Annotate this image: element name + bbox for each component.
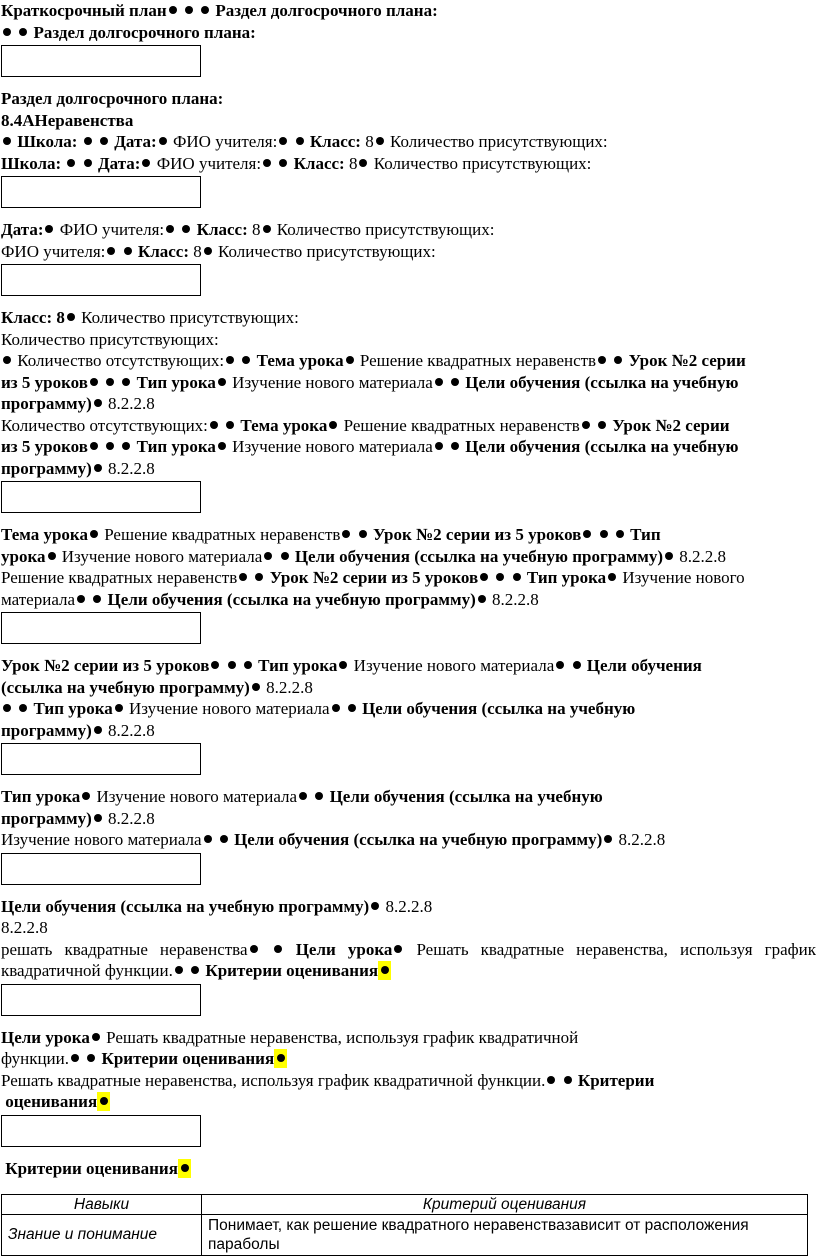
- line-lesson-type: [1, 546, 816, 568]
- text: 8.4АНеравенства: [1, 110, 134, 130]
- bullet-icon: [435, 378, 443, 386]
- text: Изучение нового материала: [96, 787, 298, 806]
- bullet-icon: [239, 573, 247, 581]
- bullet-icon: [381, 966, 389, 974]
- text: программу): [1, 808, 92, 828]
- text: 8: [348, 153, 358, 173]
- text: Решение квадратных неравенств: [359, 351, 597, 370]
- line-program: [1, 720, 816, 742]
- bullet-icon: [573, 661, 581, 669]
- bullet-icon: [204, 247, 212, 255]
- text: Урок №2 серии: [612, 415, 730, 435]
- text: ФИО учителя:: [59, 220, 165, 239]
- criterion-cell: Понимает, как решение квадратного неравенствазависит от расположения параболы: [202, 1215, 808, 1256]
- line-date: [1, 219, 816, 241]
- bullet-icon: [583, 530, 591, 538]
- bullet-icon: [201, 6, 209, 14]
- text: Цели обучения (ссылка на учебную программу): [294, 546, 664, 566]
- text: Изучение нового: [622, 568, 745, 587]
- text: Тип урока: [526, 568, 607, 587]
- line-lesson-type: [1, 698, 816, 720]
- bullet-icon: [598, 356, 606, 364]
- bullet-icon: [48, 552, 56, 560]
- text: ФИО учителя:: [156, 153, 262, 173]
- bullet-icon: [67, 313, 75, 321]
- bullet-icon: [94, 726, 102, 734]
- line-topic: [1, 567, 816, 589]
- text: Критерии оценивания: [205, 961, 379, 980]
- text: 8: [193, 241, 202, 261]
- text: 8.2.2.8: [679, 546, 727, 566]
- bullet-icon: [329, 421, 337, 429]
- text: 8.2.2.8: [385, 896, 433, 916]
- text: Изучение нового материала: [129, 699, 330, 718]
- line-objectives: [1, 896, 816, 918]
- line-lesson-series: [1, 436, 816, 458]
- skill-cell: Знание и понимание: [2, 1215, 202, 1256]
- bullet-icon: [84, 159, 92, 167]
- text: Тип урока: [258, 656, 338, 675]
- text: 8.2.2.8: [108, 458, 155, 478]
- text: 8.2.2.8: [108, 808, 155, 828]
- text: Урок №2 серии из 5 уроков: [1, 656, 210, 675]
- bullet-icon: [242, 356, 250, 364]
- line-material: [1, 829, 816, 851]
- text: Цели обучения (ссылка на учебную программу): [234, 830, 603, 849]
- bullet-icon: [218, 378, 226, 386]
- text: Изучение нового материала: [232, 437, 433, 456]
- line-program: [1, 393, 816, 415]
- text: Раздел долгосрочного плана:: [1, 89, 224, 108]
- text: Класс: 8: [1, 308, 65, 327]
- bullet-icon: [346, 356, 354, 364]
- column-header-skills: Навыки: [2, 1195, 202, 1215]
- bullet-icon: [451, 442, 459, 450]
- line-program: [1, 458, 816, 480]
- criteria-table: [1, 1194, 808, 1256]
- text: Класс:: [137, 241, 190, 261]
- text: Критерии оценивания: [101, 1049, 275, 1068]
- bullet-icon: [478, 595, 486, 603]
- text: Тип урока: [33, 699, 113, 718]
- line-absent: [1, 415, 816, 437]
- bullet-icon: [608, 573, 616, 581]
- bullet-icon: [315, 792, 323, 800]
- text: (ссылка на учебную программу): [1, 677, 250, 697]
- frame-box: [1, 853, 201, 885]
- text: Цели обучения (ссылка на учебную: [329, 787, 603, 806]
- text: Решение квадратных неравенств: [104, 525, 341, 544]
- bullet-icon: [598, 421, 606, 429]
- bullet-icon: [87, 1054, 95, 1062]
- line-present: [1, 329, 816, 351]
- bullet-icon: [600, 530, 608, 538]
- highlight-mark: [178, 1159, 191, 1178]
- text: Класс:: [293, 153, 345, 173]
- text: Количество присутствующих:: [81, 308, 299, 327]
- bullet-icon: [279, 137, 287, 145]
- bullet-icon: [211, 661, 219, 669]
- line-section: [1, 88, 816, 110]
- bullet-icon: [371, 902, 379, 910]
- bullet-icon: [348, 704, 356, 712]
- bullet-icon: [19, 704, 27, 712]
- table-header-row: [2, 1195, 808, 1215]
- bullet-icon: [496, 573, 504, 581]
- text: Цели урока: [295, 939, 393, 959]
- text: квадратичной функции.: [1, 961, 173, 980]
- bullet-icon: [332, 704, 340, 712]
- line-lesson-series: [1, 655, 816, 677]
- text: Урок №2 серии из 5 уроков: [269, 568, 479, 587]
- text: решать квадратные неравенства: [1, 939, 248, 959]
- line-lesson-goals: [1, 1027, 816, 1049]
- bullet-icon: [94, 814, 102, 822]
- bullet-icon: [90, 442, 98, 450]
- bullet-icon: [226, 356, 234, 364]
- text: ФИО учителя:: [172, 132, 278, 151]
- text: 8.2.2.8: [618, 830, 666, 849]
- text: программу): [1, 720, 92, 740]
- bullet-icon: [92, 1033, 100, 1041]
- bullet-icon: [100, 137, 108, 145]
- text: Урок №2 серии: [628, 351, 746, 370]
- frame-box: [1, 612, 201, 644]
- line-solve: [1, 939, 816, 961]
- bullet-icon: [90, 530, 98, 538]
- bullet-icon: [359, 159, 367, 167]
- bullet-icon: [263, 159, 271, 167]
- text: урока: [1, 546, 46, 566]
- bullet-icon: [480, 573, 488, 581]
- text: Решение квадратных неравенств: [343, 415, 580, 435]
- text: Класс:: [196, 220, 248, 239]
- bullet-icon: [107, 247, 115, 255]
- line-solve: [1, 1070, 816, 1092]
- bullet-icon: [210, 421, 218, 429]
- text: программу): [1, 458, 92, 478]
- text: Дата:: [1, 220, 44, 239]
- frame-box: [1, 1115, 201, 1147]
- line-section: [1, 22, 816, 44]
- highlight-mark: [378, 961, 391, 980]
- text: Решение квадратных неравенств: [1, 568, 238, 587]
- line-section-name: [1, 110, 816, 132]
- text: Раздел долгосрочного плана:: [215, 1, 438, 20]
- frame-box: [1, 984, 201, 1016]
- text: Решать квадратные неравенства, используя график квадратичной: [106, 1027, 579, 1047]
- line-criteria: [1, 1158, 816, 1180]
- bullet-icon: [94, 464, 102, 472]
- bullet-icon: [296, 137, 304, 145]
- bullet-icon: [228, 661, 236, 669]
- text: Решать квадратные неравенства, используя график: [416, 939, 816, 959]
- text: Дата:: [97, 153, 141, 173]
- text: Количество присутствующих:: [373, 153, 592, 173]
- bullet-icon: [94, 399, 102, 407]
- text: Количество присутствующих:: [276, 220, 495, 239]
- text: Цели обучения (ссылка на учебную программу): [107, 589, 476, 609]
- text: 8.2.2.8: [108, 394, 155, 413]
- text: Количество присутствующих:: [389, 132, 608, 151]
- text: 8.2.2.8: [1, 918, 48, 937]
- line-lesson-series: [1, 372, 816, 394]
- bullet-icon: [3, 356, 11, 364]
- text: Тип: [630, 525, 661, 544]
- bullet-icon: [244, 661, 252, 669]
- text: Краткосрочный план: [1, 1, 167, 20]
- text: Тип урока: [136, 437, 216, 456]
- frame-box: [1, 264, 201, 296]
- bullet-icon: [564, 1076, 572, 1084]
- text: Изучение нового материала: [1, 830, 202, 849]
- text: из 5 уроков: [1, 437, 88, 456]
- bullet-icon: [100, 1097, 108, 1105]
- text: 8.2.2.8: [491, 589, 539, 609]
- text: ФИО учителя:: [1, 241, 106, 261]
- bullet-icon: [106, 442, 114, 450]
- bullet-icon: [263, 225, 271, 233]
- line-teacher: [1, 241, 816, 263]
- line-function: [1, 960, 816, 982]
- text: Школа:: [17, 132, 78, 151]
- line-lesson-type: [1, 786, 816, 808]
- highlight-mark: [274, 1049, 287, 1068]
- bullet-icon: [182, 225, 190, 233]
- bullet-icon: [556, 661, 564, 669]
- text: 8: [365, 132, 374, 151]
- bullet-icon: [376, 137, 384, 145]
- text: Решать квадратные неравенства, используя график квадратичной функции.: [1, 1070, 546, 1090]
- text: функции.: [1, 1049, 69, 1068]
- bullet-icon: [82, 792, 90, 800]
- text: Изучение нового материала: [353, 656, 555, 675]
- line-criteria: [1, 1091, 816, 1113]
- line-program: [1, 677, 816, 699]
- line-school: [1, 131, 816, 153]
- bullet-icon: [3, 28, 11, 36]
- bullet-icon: [547, 1076, 555, 1084]
- bullet-icon: [122, 378, 130, 386]
- bullet-icon: [220, 835, 228, 843]
- bullet-icon: [124, 247, 132, 255]
- text: Урок №2 серии из 5 уроков: [372, 525, 582, 544]
- text: Раздел долгосрочного плана:: [33, 22, 256, 42]
- bullet-icon: [394, 945, 402, 953]
- text: Тема урока: [240, 415, 328, 435]
- text: материала: [1, 589, 76, 609]
- bullet-icon: [665, 552, 673, 560]
- bullet-icon: [616, 530, 624, 538]
- bullet-icon: [342, 530, 350, 538]
- text: Тип урока: [1, 787, 81, 806]
- frame-box: [1, 45, 201, 77]
- text: Тема урока: [1, 525, 88, 544]
- text: Дата:: [114, 132, 157, 151]
- bullet-icon: [159, 137, 167, 145]
- bullet-icon: [115, 704, 123, 712]
- text: 8: [252, 220, 261, 239]
- text: Цели обучения (ссылка на учебную: [362, 699, 636, 718]
- text: 8.2.2.8: [108, 720, 155, 740]
- bullet-icon: [3, 137, 11, 145]
- text: Количество отсутствующих:: [1, 415, 208, 435]
- bullet-icon: [77, 595, 85, 603]
- line-program: [1, 808, 816, 830]
- text: Цели обучения (ссылка на учебную: [465, 437, 739, 456]
- bullet-icon: [264, 552, 272, 560]
- text: Изучение нового материала: [61, 546, 263, 566]
- bullet-icon: [359, 530, 367, 538]
- bullet-icon: [185, 6, 193, 14]
- line-absent: [1, 350, 816, 372]
- bullet-icon: [166, 225, 174, 233]
- text: из 5 уроков: [1, 372, 88, 392]
- text: Класс:: [309, 132, 361, 151]
- table-row: [2, 1215, 808, 1256]
- text: Цели обучения: [586, 656, 702, 675]
- bullet-icon: [90, 378, 98, 386]
- bullet-icon: [299, 792, 307, 800]
- text: Тема урока: [256, 351, 344, 370]
- bullet-icon: [604, 835, 612, 843]
- text: Цели обучения (ссылка на учебную программу): [1, 896, 370, 916]
- bullet-icon: [93, 595, 101, 603]
- bullet-icon: [84, 137, 92, 145]
- text: Изучение нового материала: [232, 372, 433, 392]
- text: Цели обучения (ссылка на учебную: [465, 372, 739, 392]
- line-short-plan: [1, 0, 816, 22]
- text: 8.2.2.8: [266, 677, 313, 697]
- text: Тип урока: [136, 372, 216, 392]
- line-school: [1, 153, 816, 175]
- bullet-icon: [45, 225, 53, 233]
- text: Количество присутствующих:: [218, 241, 436, 261]
- line-topic: [1, 524, 816, 546]
- bullet-icon: [122, 442, 130, 450]
- bullet-icon: [204, 835, 212, 843]
- bullet-icon: [191, 966, 199, 974]
- bullet-icon: [181, 1164, 189, 1172]
- bullet-icon: [175, 966, 183, 974]
- bullet-icon: [169, 6, 177, 14]
- highlight-mark: [97, 1092, 110, 1111]
- text: Школа:: [1, 153, 62, 173]
- bullet-icon: [250, 945, 258, 953]
- bullet-icon: [614, 356, 622, 364]
- bullet-icon: [226, 421, 234, 429]
- bullet-icon: [281, 552, 289, 560]
- line-function: [1, 1048, 816, 1070]
- frame-box: [1, 176, 201, 208]
- bullet-icon: [19, 28, 27, 36]
- bullet-icon: [106, 378, 114, 386]
- bullet-icon: [582, 421, 590, 429]
- text: программу): [1, 394, 92, 413]
- text: оценивания: [5, 1092, 98, 1111]
- line-code: [1, 917, 816, 939]
- bullet-icon: [71, 1054, 79, 1062]
- line-material: [1, 589, 816, 611]
- text: Критерии оценивания: [5, 1158, 178, 1178]
- frame-box: [1, 743, 201, 775]
- bullet-icon: [279, 159, 287, 167]
- text: Критерии: [577, 1070, 655, 1090]
- line-class: [1, 307, 816, 329]
- bullet-icon: [277, 1054, 285, 1062]
- bullet-icon: [67, 159, 75, 167]
- bullet-icon: [339, 661, 347, 669]
- text: Цели урока: [1, 1027, 90, 1047]
- frame-box: [1, 481, 201, 513]
- column-header-criterion: Критерий оценивания: [202, 1195, 808, 1215]
- text: Количество присутствующих:: [1, 329, 219, 349]
- bullet-icon: [142, 159, 150, 167]
- text: Количество отсутствующих:: [17, 351, 225, 370]
- bullet-icon: [274, 945, 282, 953]
- bullet-icon: [435, 442, 443, 450]
- bullet-icon: [3, 704, 11, 712]
- bullet-icon: [255, 573, 263, 581]
- bullet-icon: [513, 573, 521, 581]
- bullet-icon: [252, 683, 260, 691]
- bullet-icon: [218, 442, 226, 450]
- bullet-icon: [451, 378, 459, 386]
